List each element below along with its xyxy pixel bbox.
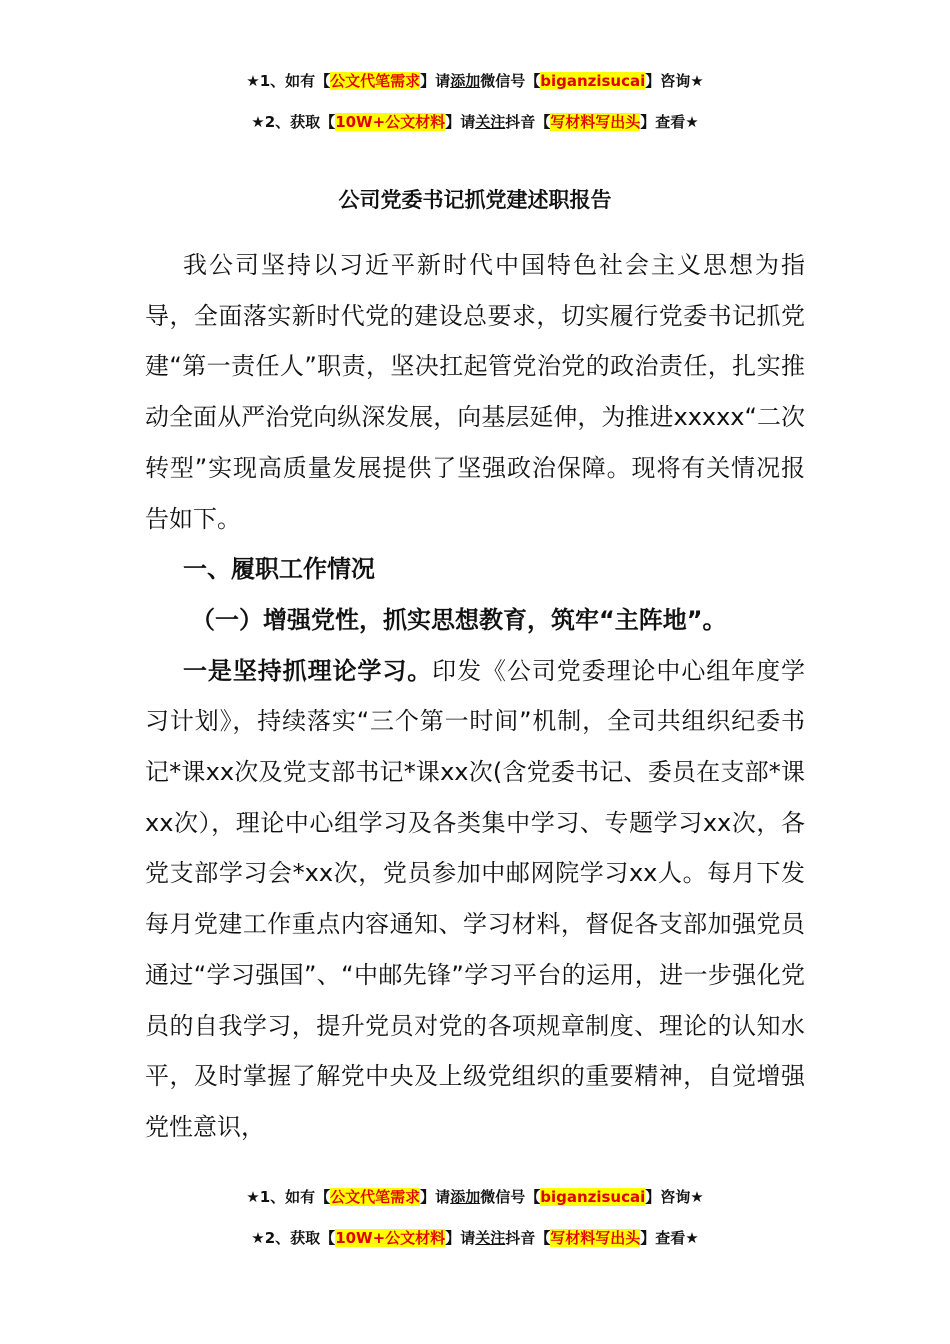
bottom-banner-line-2	[0, 1228, 950, 1248]
banner-text: 】请	[420, 72, 451, 90]
banner-text: 】咨询★	[645, 1188, 704, 1206]
banner-text: 微信号【	[480, 72, 541, 90]
banner-highlight: 写材料写出头	[550, 113, 641, 131]
banner-text: 】咨询★	[645, 72, 704, 90]
banner-highlight: 10W+公文材料	[335, 1229, 446, 1247]
banner-text: 抖音【	[505, 113, 551, 131]
body-paragraph	[145, 646, 805, 1153]
section-heading: 一、履职工作情况	[183, 555, 375, 584]
banner-underlined: 添加	[450, 72, 481, 90]
paragraph-text: 印发《公司党委理论中心组年度学习计划》，持续落实“三个第一时间”机制，全司共组织纪委书记*课xx次及党支部书记*课xx次(含党委书记、委员在支部*课xx次），理论中心组学习及各类集中学习、专题学习xx次，各党支部学习会*xx次，党员参加中邮网院学习xx人。每月下发每月党建工作重点内容通知、学习材料，督促各支部加强党员通过“学习强国”、“中邮先锋”学习平台的运用，进一步强化党员的自我学习，提升党员对党的各项规章制度、理论的认知水平，及时掌握了解党中央及上级党组织的重要精神，自觉增强党性意识，	[145, 656, 806, 1141]
document-title: 公司党委书记抓党建述职报告	[338, 188, 612, 212]
banner-highlight: 10W+公文材料	[335, 113, 446, 131]
banner-text: ★2、获取【	[251, 1229, 336, 1247]
banner-underlined: 关注	[475, 113, 506, 131]
banner-text: 】请	[420, 1188, 451, 1206]
banner-text: ★1、如有【	[246, 1188, 331, 1206]
banner-text: 】查看★	[640, 113, 699, 131]
top-banner-line-2	[0, 112, 950, 132]
banner-text: 微信号【	[480, 1188, 541, 1206]
banner-text: ★1、如有【	[246, 72, 331, 90]
banner-text: ★2、获取【	[251, 113, 336, 131]
banner-underlined: 添加	[450, 1188, 481, 1206]
banner-highlight: 写材料写出头	[550, 1229, 641, 1247]
banner-underlined: 关注	[475, 1229, 506, 1247]
top-banner-line-1	[0, 71, 950, 91]
banner-highlight: 公文代笔需求	[330, 72, 421, 90]
subsection-heading: （一）增强党性，抓实思想教育，筑牢“主阵地”。	[191, 605, 727, 634]
banner-highlight: biganzisucai	[540, 1188, 646, 1206]
banner-highlight: 公文代笔需求	[330, 1188, 421, 1206]
banner-text: 抖音【	[505, 1229, 551, 1247]
banner-text: 】请	[445, 1229, 476, 1247]
banner-text: 】查看★	[640, 1229, 699, 1247]
bottom-banner-line-1	[0, 1187, 950, 1207]
paragraph-lead: 一是坚持抓理论学习。	[183, 656, 433, 685]
document-body	[145, 240, 805, 1153]
intro-paragraph: 我公司坚持以习近平新时代中国特色社会主义思想为指导，全面落实新时代党的建设总要求，切实履行党委书记抓党建“第一责任人”职责，坚决扛起管党治党的政治责任，扎实推动全面从严治党向纵深发展，向基层延伸，为推进xxxxx“二次转型”实现高质量发展提供了坚强政治保障。现将有关情况报告如下。	[145, 251, 805, 533]
banner-highlight: biganzisucai	[540, 72, 646, 90]
banner-text: 】请	[445, 113, 476, 131]
